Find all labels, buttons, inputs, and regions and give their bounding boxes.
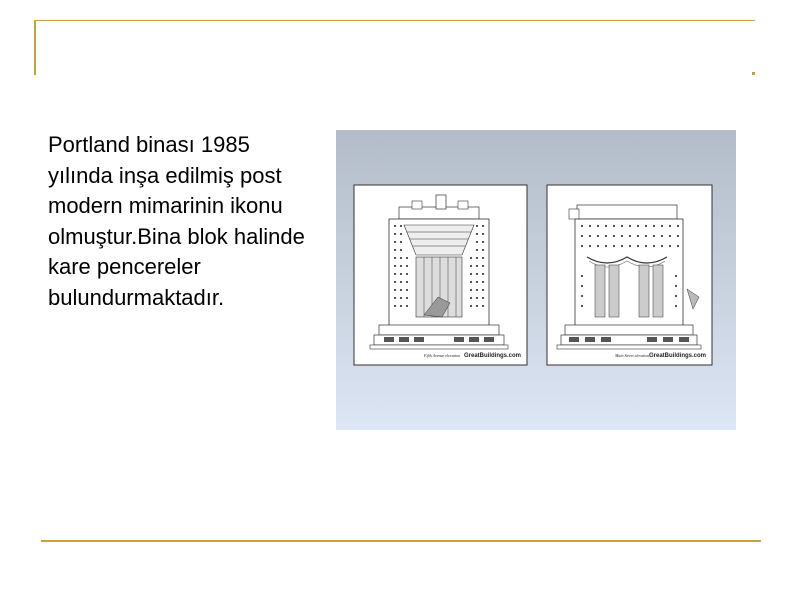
right-elevation-caption: GreatBuildings.com — [649, 353, 707, 359]
right-elevation-sub: Main Street elevation — [615, 353, 650, 358]
frame-left-line — [34, 20, 36, 75]
right-elevation — [547, 185, 712, 365]
frame-dot — [752, 72, 755, 75]
building-elevations-drawing — [336, 130, 736, 430]
frame-bottom-line — [41, 540, 761, 542]
portland-building-picture — [336, 130, 736, 430]
left-elevation-caption: GreatBuildings.com — [464, 353, 522, 359]
left-elevation-sub: Fifth Avenue elevation — [424, 353, 460, 358]
slide-body-text: Portland binası 1985 yılında inşa edilmiş post modern mimarinin ikonu olmuştur.Bina blok halinde kare pencereler bulundurmaktadır. — [48, 132, 305, 310]
frame-top-line — [34, 20, 755, 21]
left-elevation — [354, 185, 527, 365]
